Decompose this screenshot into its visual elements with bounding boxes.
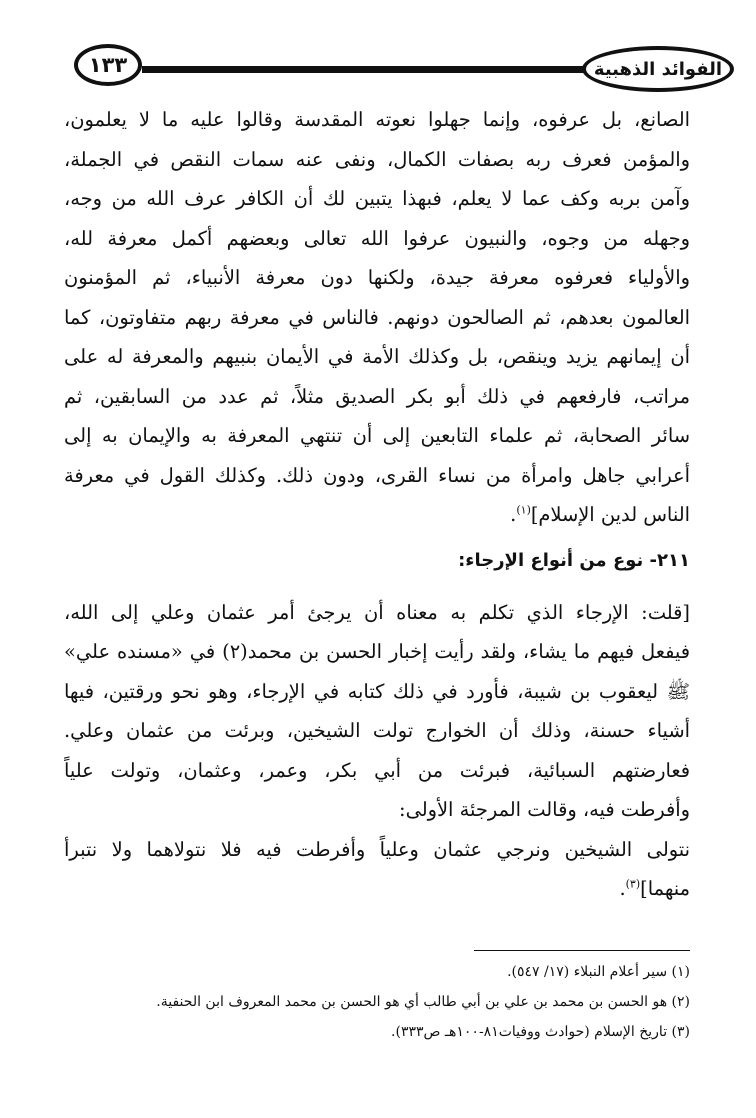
text-line-final: وأفرطت فيه، وقالت المرجئة الأولى:	[399, 798, 690, 821]
book-title: الفوائد الذهبية	[593, 58, 723, 80]
footnote-ref: (٣)	[625, 877, 641, 891]
text-line: مراتب، فارفعهم في ذلك أبو بكر الصديق مثلاً، ثم عدد من السابقين، ثم	[64, 384, 690, 408]
footnote-ref: (١)	[516, 503, 531, 517]
text-line: أعرابي جاهل وامرأة من نساء القرى، ودون ذلك. وكذلك القول في معرفة	[64, 463, 690, 487]
text-line: ﷺ ليعقوب بن شيبة، فأورد في ذلك كتابه في الإرجاء، وهو نحو ورقتين، فيها	[64, 679, 690, 703]
footnote: (١) سير أعلام النبلاء (١٧/ ٥٤٧).	[507, 964, 690, 980]
text-line-final	[64, 495, 690, 535]
header-rule	[142, 66, 592, 73]
footnote: (٣) تاريخ الإسلام (حوادث ووفيات٨١-١٠٠هـ ص٣٣٣).	[391, 1024, 690, 1040]
footnotes	[64, 957, 690, 1047]
page-header	[62, 38, 742, 102]
text-line: الصانع، بل عرفوه، وإنما جهلوا نعوته المقدسة وقالوا عليه ما لا يعلمون،	[64, 108, 690, 131]
text-fragment: الناس لدين الإسلام]	[530, 503, 690, 526]
text-fragment: .	[619, 877, 626, 900]
text-fragment: .	[510, 503, 517, 526]
text-line: أن إيمانهم يزيد وينقص، بل وكذلك الأمة في الأيمان بنبيهم والمعرفة له على	[64, 345, 690, 368]
footnote-separator	[474, 950, 690, 951]
verse-line: نتولى الشيخين ونرجي عثمان وعلياً وأفرطت فيه فلا نتولاهما ولا نتبرأ	[64, 837, 690, 861]
section-heading: ٢١١- نوع من أنواع الإرجاء:	[458, 549, 690, 571]
book-title-badge	[582, 46, 734, 92]
text-line: فيفعل فيهم ما يشاء، ولقد رأيت إخبار الحسن بن محمد(٢) في «مسنده علي»	[64, 640, 690, 663]
text-line: العالمون بعدهم، ثم الصالحون دونهم. فالناس في معرفة ربهم متفاوتون، كما	[64, 305, 690, 329]
text-line: [قلت: الإرجاء الذي تكلم به معناه أن يرجئ أمر عثمان وعلي إلى الله،	[64, 600, 690, 624]
text-line: أشياء حسنة، وذلك أن الخوارج تولت الشيخين، وبرئت من عثمان وعلي.	[64, 719, 690, 742]
text-line: وآمن بربه وكف عما لا يعلم، فبهذا يتبين لك أن الكافر عرف الله من وجه،	[64, 187, 690, 210]
text-line: سائر الصحابة، ثم علماء التابعين إلى أن تنتهي المعرفة به والإيمان به إلى	[64, 424, 690, 447]
text-line: والمؤمن فعرف ربه بصفات الكمال، ونفى عنه سمات النقص في الجملة،	[64, 147, 690, 171]
footnote: (٢) هو الحسن بن محمد بن علي بن أبي طالب أي هو الحسن بن محمد المعروف ابن الحنفية.	[156, 994, 690, 1010]
page-number: ١٣٣	[88, 53, 128, 77]
text-fragment: منهما]	[640, 877, 690, 900]
text-line: فعارضتهم السبائية، فبرئت من أبي بكر، وعمر، وعثمان، وتولت علياً	[64, 758, 690, 782]
text-line: وجهله من وجوه، والنبيون عرفوا الله تعالى وبعضهم أكمل معرفة لله،	[64, 226, 690, 250]
page-number-badge	[74, 44, 142, 86]
main-text	[64, 100, 690, 909]
text-line: والأولياء فعرفوه معرفة جيدة، ولكنها دون معرفة الأنبياء، ثم المؤمنون	[64, 266, 690, 289]
verse-line-final	[64, 869, 690, 909]
